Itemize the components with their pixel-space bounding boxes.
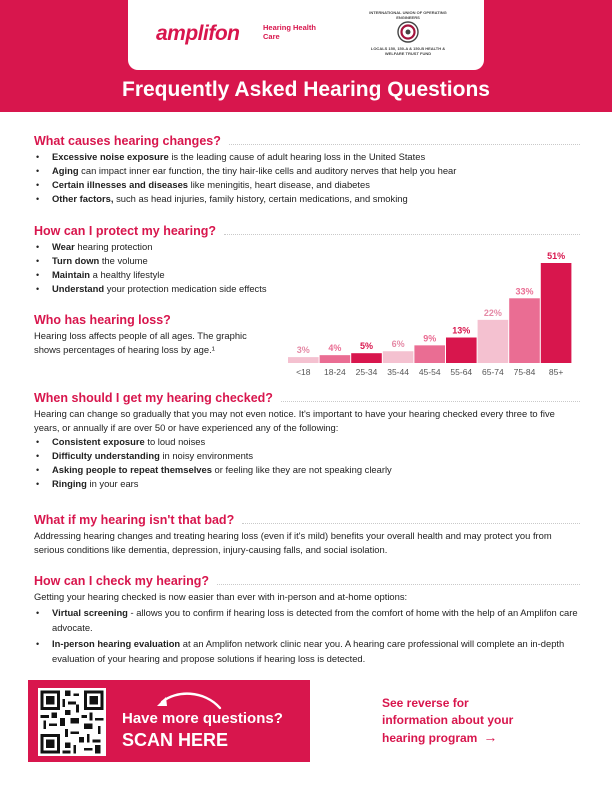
category-label: 18-24: [324, 367, 346, 377]
bold-lead: Aging: [52, 165, 79, 176]
heading-text: How can I protect my hearing?: [34, 224, 216, 238]
list-item: [34, 164, 580, 178]
list-item: [34, 463, 580, 477]
heading-text: Who has hearing loss?: [34, 313, 171, 327]
value-label: 3%: [296, 345, 310, 356]
section-heading: [34, 134, 580, 148]
list-item: [34, 192, 580, 206]
bar-45-54: [414, 345, 445, 363]
bold-lead: Consistent exposure: [52, 436, 145, 447]
item-text: such as head injuries, family history, certain medications, and smoking: [113, 193, 408, 204]
have-more-questions: Have more questions?: [122, 710, 283, 727]
item-text: to loud noises: [144, 436, 206, 447]
section-heading: [34, 574, 580, 588]
amplifon-logo: amplifon: [156, 22, 240, 45]
item-text: - allows you to confirm if hearing loss is detected from the comfort of home with the help of an Amplifon care advocate.: [52, 607, 578, 633]
section-heading: [34, 224, 580, 238]
reverse-note: [382, 695, 532, 747]
bar-18-24: [320, 355, 351, 363]
value-label: 6%: [391, 339, 405, 350]
partner-fund: LOCALS 150, 150-A & 150-B HEALTH & WELFARE TRUST FUND: [370, 46, 446, 56]
item-text: at an Amplifon network clinic near you. A hearing care professional will complete an in-depth evaluation of your hearing and propose solutions if hearing loss is detected.: [52, 638, 565, 664]
bar-25-34: [351, 353, 382, 363]
list-item: [34, 477, 580, 491]
bold-lead: Certain illnesses and diseases: [52, 179, 189, 190]
check-body: Getting your hearing checked is now easier than ever with in-person and at-home options:: [34, 591, 408, 602]
item-text: a healthy lifestyle: [90, 269, 165, 280]
heading-text: What causes hearing changes?: [34, 134, 221, 148]
arrow-right-icon: →: [483, 729, 498, 745]
value-label: 5%: [359, 341, 374, 352]
item-text: in your ears: [86, 478, 139, 489]
bold-lead: Turn down: [52, 255, 100, 266]
item-text: your protection medication side effects: [104, 283, 267, 294]
item-text: or feeling like they are not speaking clearly: [211, 464, 392, 475]
list-item: [34, 150, 580, 164]
dotted-divider: [229, 144, 580, 145]
heading-text: What if my hearing isn't that bad?: [34, 513, 235, 527]
qr-code-icon[interactable]: [38, 688, 106, 756]
category-label: 45-54: [418, 367, 441, 377]
item-text: hearing protection: [74, 241, 153, 252]
category-label: <18: [296, 367, 311, 377]
when-body: Hearing can change so gradually that you may not even notice. It's important to have your hearing checked every three to five years, or annually if are over 50 or have experienced any of the following:: [34, 408, 555, 433]
list-item: [34, 178, 580, 192]
list-item: [34, 435, 580, 449]
category-label: 35-44: [387, 367, 409, 377]
causes-list: [34, 150, 580, 206]
list-item: [34, 449, 580, 463]
hearing-loss-by-age-chart: [286, 250, 586, 380]
logo-card: [128, 0, 484, 70]
bold-lead: Excessive noise exposure: [52, 151, 169, 162]
item-text: is the leading cause of adult hearing loss in the United States: [168, 151, 426, 162]
section-causes: [34, 134, 580, 206]
category-label: 85+: [548, 367, 564, 377]
section-heading: [34, 313, 260, 327]
section-not-bad: [34, 513, 580, 557]
section-heading: [34, 513, 580, 527]
value-label: 13%: [452, 325, 471, 336]
who-body: Hearing loss affects people of all ages. The graphic shows percentages of hearing loss by age.¹: [34, 330, 247, 355]
dotted-divider: [217, 584, 580, 585]
dotted-divider: [281, 401, 580, 402]
bar-55-64: [446, 338, 477, 363]
curved-arrow-icon: [154, 688, 224, 712]
bold-lead: Ringing: [52, 478, 87, 489]
section-heading: [34, 391, 580, 405]
value-label: 9%: [423, 333, 437, 344]
category-label: 75-84: [513, 367, 536, 377]
item-text: in noisy environments: [159, 450, 254, 461]
value-label: 51%: [547, 251, 566, 261]
heading-text: When should I get my hearing checked?: [34, 391, 273, 405]
bold-lead: Difficulty understanding: [52, 450, 160, 461]
scan-here-label: SCAN HERE: [122, 730, 229, 750]
union-seal-icon: [397, 21, 419, 43]
bar-75-84: [509, 298, 540, 363]
bold-lead: Virtual screening: [52, 607, 128, 618]
item-text: can impact inner ear function, the tiny hair-like cells and auditory nerves that help you hear: [78, 165, 457, 176]
bold-lead: Maintain: [52, 269, 91, 280]
category-label: 65-74: [482, 367, 504, 377]
section-when: [34, 391, 580, 491]
value-label: 33%: [515, 286, 534, 297]
bold-lead: Understand: [52, 283, 105, 294]
dotted-divider: [224, 234, 580, 235]
section-check: [34, 574, 580, 668]
list-item: [34, 606, 580, 635]
when-list: [34, 435, 580, 491]
bar-85+: [541, 263, 572, 363]
bold-lead: In-person hearing evaluation: [52, 638, 181, 649]
bar-<18: [288, 357, 319, 363]
bar-35-44: [383, 351, 414, 363]
check-list: [34, 606, 580, 666]
item-text: the volume: [99, 255, 148, 266]
bold-lead: Other factors,: [52, 193, 114, 204]
bold-lead: Wear: [52, 241, 75, 252]
category-label: 55-64: [450, 367, 473, 377]
reverse-note-text: See reverse for information about your hearing program: [382, 696, 514, 745]
brand-tagline: Hearing Health Care: [263, 23, 316, 41]
not-bad-body: Addressing hearing changes and treating hearing loss (even if it's mild) benefits your overall health and may protect you from serious conditions like dementia, depression, injury-causing falls, and social isolation.: [34, 530, 552, 555]
value-label: 22%: [483, 307, 502, 318]
category-label: 25-34: [355, 367, 378, 377]
dotted-divider: [242, 523, 580, 524]
partner-name: INTERNATIONAL UNION OF OPERATING ENGINEERS: [369, 10, 447, 20]
item-text: like meningitis, heart disease, and diabetes: [188, 179, 370, 190]
list-item: [34, 637, 580, 666]
bold-lead: Asking people to repeat themselves: [52, 464, 212, 475]
value-label: 4%: [328, 343, 342, 354]
scan-banner[interactable]: [28, 680, 310, 762]
page-title: Frequently Asked Hearing Questions: [122, 78, 490, 101]
partner-logo: [368, 10, 448, 64]
section-who: [34, 313, 260, 357]
heading-text: How can I check my hearing?: [34, 574, 210, 588]
bar-65-74: [478, 320, 509, 363]
